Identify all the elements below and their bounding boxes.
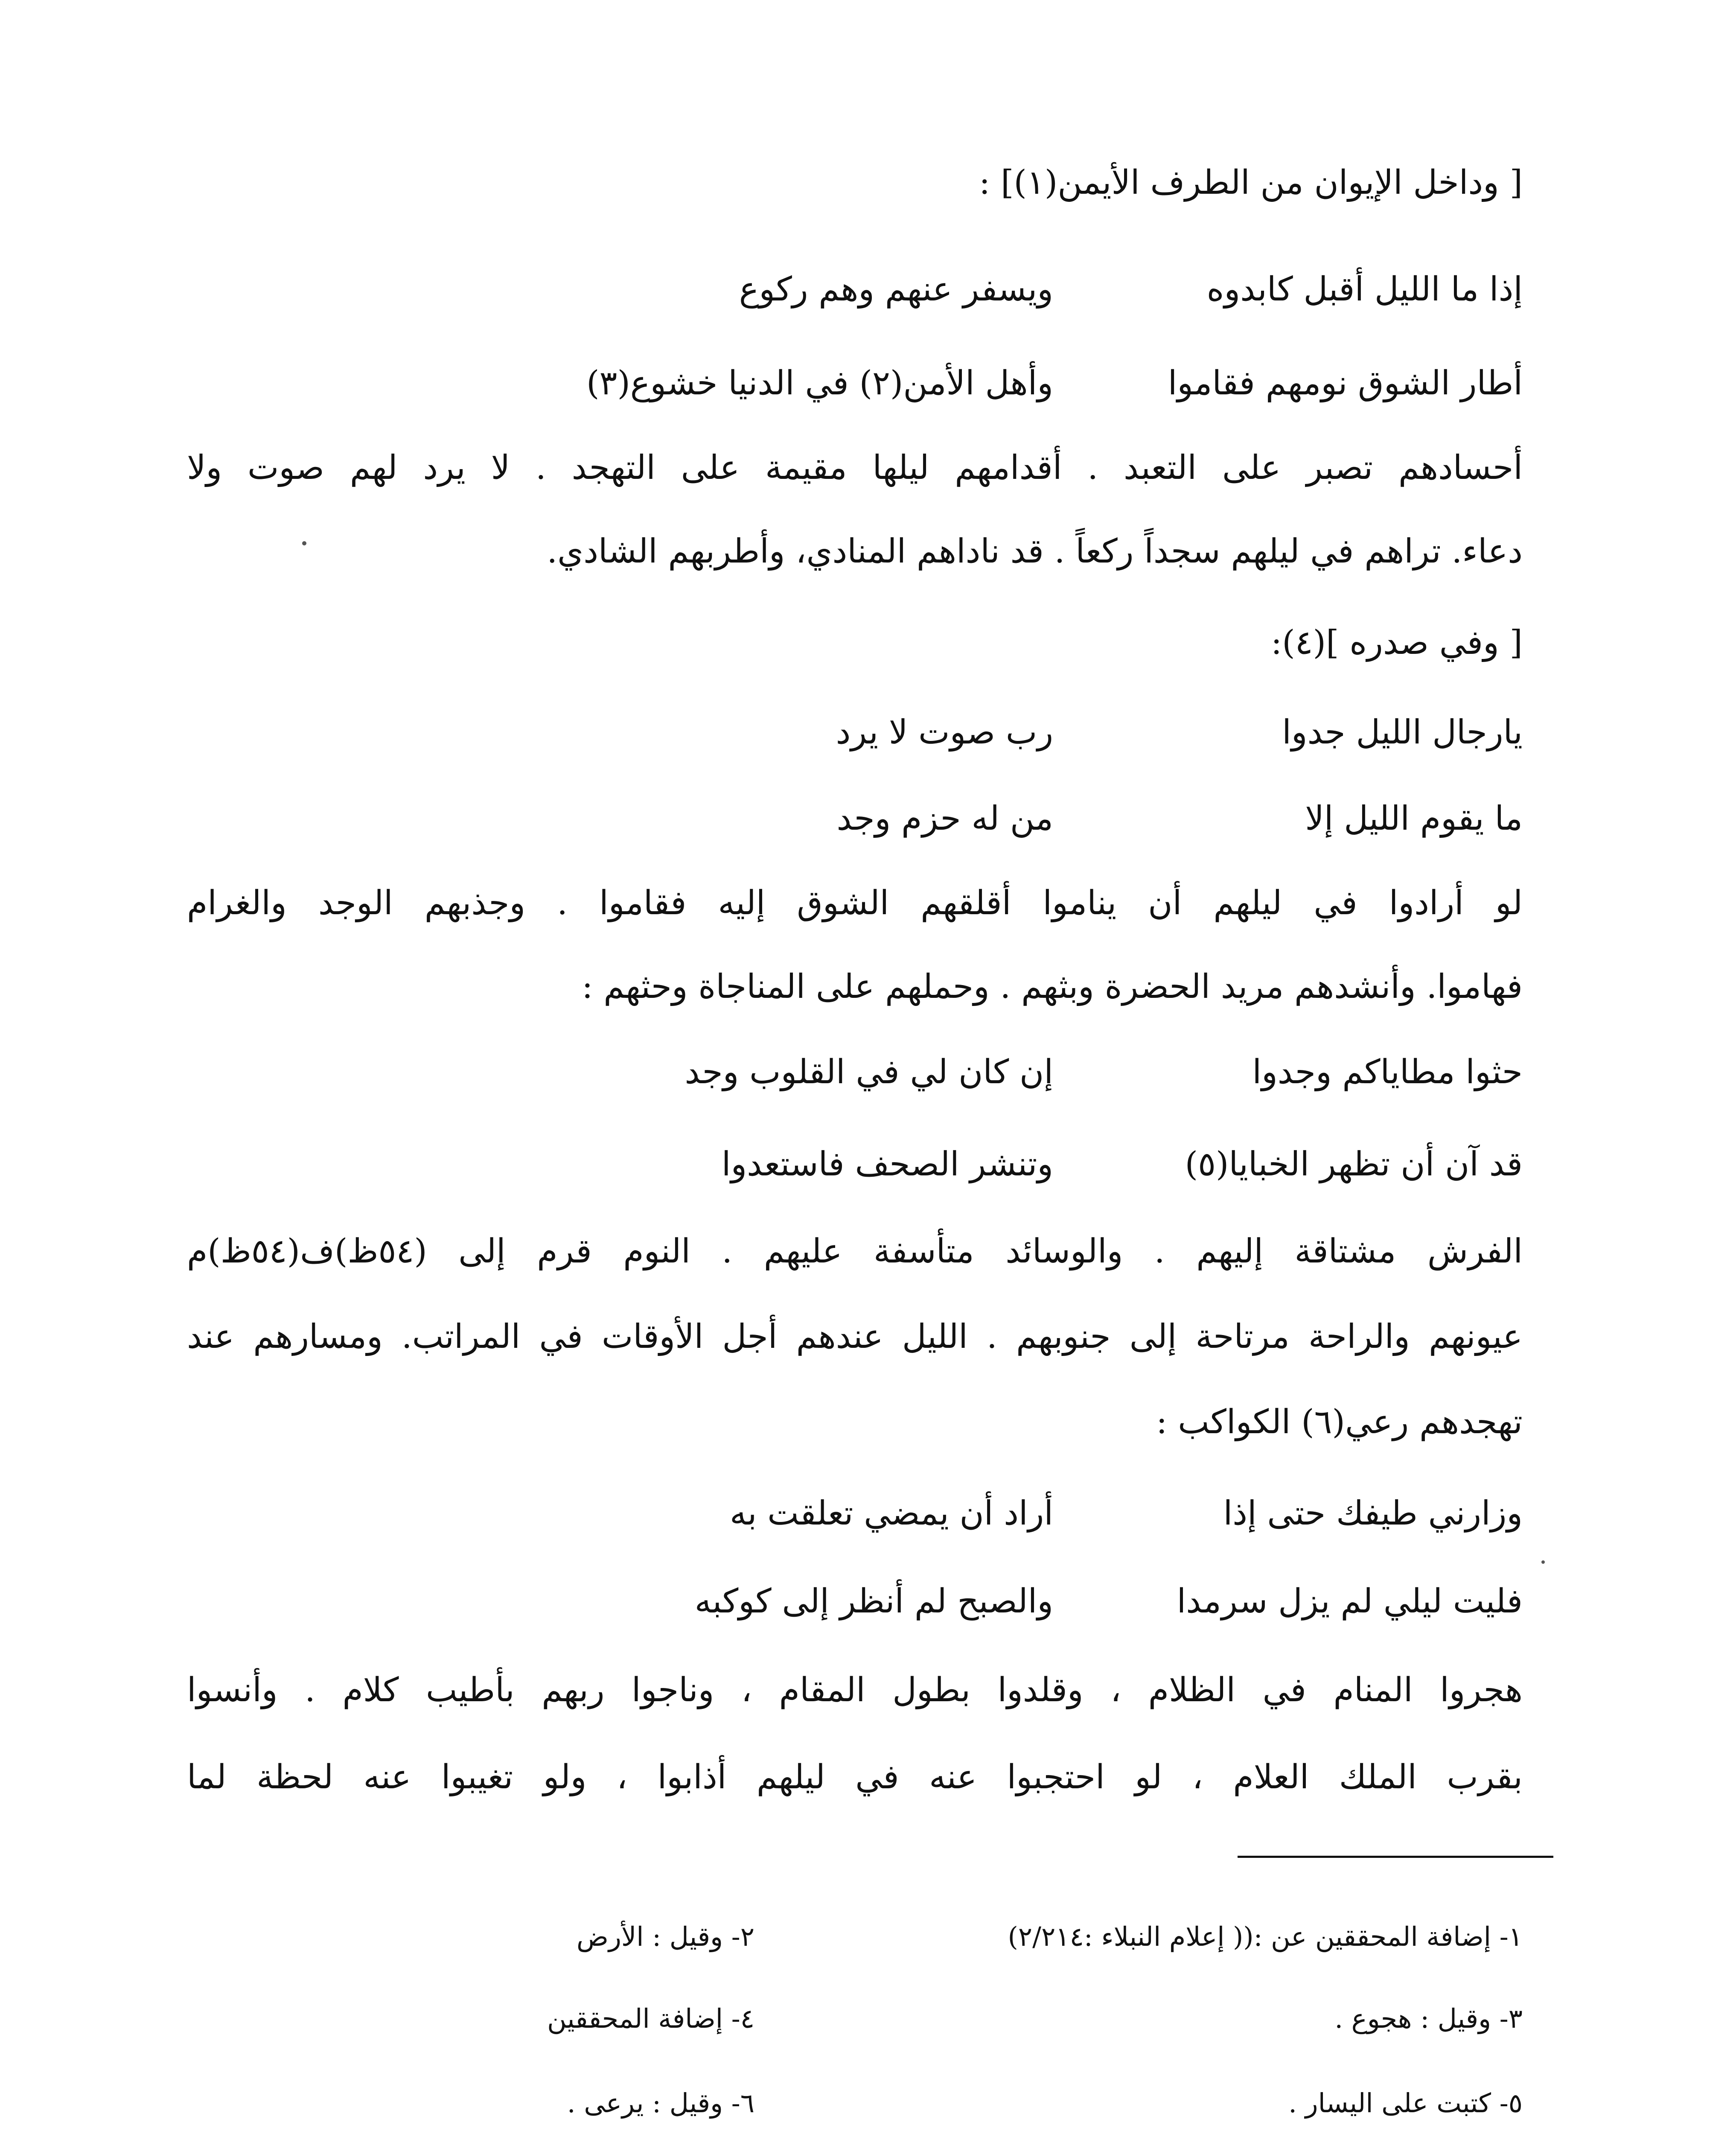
body-text-line: دعاء. تراهم في ليلهم سجداً ركعاً . قد ناداهم المنادي، وأطربهم الشادي.: [547, 532, 1523, 571]
verse-second-hemistich: ويسفر عنهم وهم ركوع: [739, 270, 1053, 309]
poem-verse: [584, 264, 1523, 315]
footnote-item: ١- إضافة المحققين عن :(( إعلام النبلاء :٢/٢١٤): [1008, 1921, 1523, 1952]
verse-second-hemistich: رب صوت لا يرد: [836, 713, 1053, 752]
verse-second-hemistich: من له حزم وجد: [836, 799, 1053, 838]
verse-second-hemistich: وتنشر الصحف فاستعدوا: [721, 1145, 1053, 1184]
verse-first-hemistich: أطار الشوق نومهم فقاموا: [1168, 364, 1523, 402]
scan-speck: [302, 541, 306, 545]
footnote-item: ٤- إضافة المحققين: [547, 2003, 754, 2034]
body-text-line: تهجدهم رعي(٦) الكواكب :: [1156, 1403, 1523, 1441]
footnote-separator: [1238, 1856, 1553, 1858]
body-text-line: أحسادهم تصبر على التعبد . أقدامهم ليلها مقيمة على التهجد . لا يرد لهم صوت ولا: [187, 449, 1523, 487]
verse-first-hemistich: وزارني طيفك حتى إذا: [1223, 1494, 1523, 1533]
verse-second-hemistich: وأهل الأمن(٢) في الدنيا خشوع(٣): [586, 364, 1053, 402]
verse-first-hemistich: يارجال الليل جدوا: [1282, 713, 1523, 752]
section-heading-sadr: [ وفي صدره ](٤):: [1271, 624, 1523, 662]
footnote-item: ٣- وقيل : هجوع .: [1334, 2003, 1523, 2034]
footnote-item: ٦- وقيل : يرعى .: [567, 2087, 754, 2119]
verse-first-hemistich: فليت ليلي لم يزل سرمدا: [1177, 1582, 1523, 1621]
verse-first-hemistich: حثوا مطاياكم وجدوا: [1252, 1053, 1523, 1091]
poem-verse: [584, 358, 1523, 409]
body-text-line: لو أرادوا في ليلهم أن يناموا أقلقهم الشوق إليه فقاموا . وجذبهم الوجد والغرام: [187, 884, 1523, 922]
verse-first-hemistich: قد آن أن تظهر الخبايا(٥): [1185, 1145, 1523, 1184]
body-text-line: فهاموا. وأنشدهم مريد الحضرة وبثهم . وحملهم على المناجاة وحثهم :: [582, 968, 1523, 1006]
section-heading-iwan: [ وداخل الإيوان من الطرف الأيمن(١)] :: [979, 163, 1523, 202]
footnote-item: ٢- وقيل : الأرض: [577, 1921, 754, 1952]
poem-verse: [584, 1139, 1523, 1190]
poem-verse: [584, 793, 1523, 844]
poem-verse: [584, 1047, 1523, 1098]
poem-verse: [584, 1576, 1523, 1627]
body-text-line: بقرب الملك العلام ، لو احتجبوا عنه في ليلهم أذابوا ، ولو تغيبوا عنه لحظة لما: [187, 1758, 1523, 1796]
poem-verse: [584, 1488, 1523, 1539]
scan-speck: [1541, 1560, 1545, 1564]
body-text-line: عيونهم والراحة مرتاحة إلى جنوبهم . الليل عندهم أجل الأوقات في المراتب. ومسارهم عند: [187, 1318, 1523, 1356]
verse-first-hemistich: ما يقوم الليل إلا: [1305, 799, 1523, 838]
body-text-line: هجروا المنام في الظلام ، وقلدوا بطول المقام ، وناجوا ربهم بأطيب كلام . وأنسوا: [187, 1671, 1523, 1709]
verse-second-hemistich: أراد أن يمضي تعلقت به: [729, 1494, 1053, 1533]
footnote-item: ٥- كتبت على اليسار .: [1288, 2087, 1523, 2119]
body-text-line: الفرش مشتاقة إليهم . والوسائد متأسفة عليهم . النوم قرم إلى (٥٤ظ)ف(٥٤ظ)م: [187, 1232, 1523, 1271]
verse-second-hemistich: والصبح لم أنظر إلى كوكبه: [694, 1582, 1053, 1621]
verse-second-hemistich: إن كان لي في القلوب وجد: [684, 1053, 1053, 1091]
poem-verse: [584, 707, 1523, 758]
verse-first-hemistich: إذا ما الليل أقبل كابدوه: [1206, 270, 1523, 309]
